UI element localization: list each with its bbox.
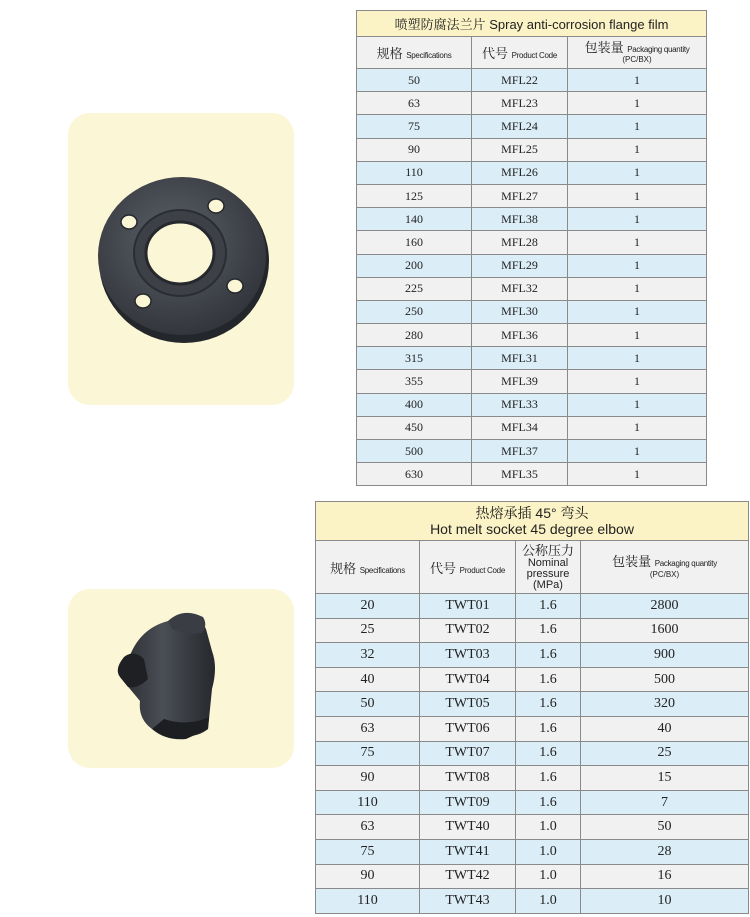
table-cell: 2800 (581, 594, 749, 619)
table-cell: 20 (316, 594, 420, 619)
table-cell: 1.6 (516, 643, 581, 668)
table-cell: 1.0 (516, 839, 581, 864)
table-cell: TWT04 (420, 667, 516, 692)
table-cell: 7 (581, 790, 749, 815)
col-pressure: 公称压力 Nominal pressure (MPa) (516, 541, 581, 594)
table-cell: 1.6 (516, 790, 581, 815)
table-cell: MFL33 (472, 393, 568, 416)
table-cell: MFL39 (472, 370, 568, 393)
table-cell: MFL23 (472, 92, 568, 115)
table-row (316, 667, 749, 692)
table-cell: 160 (357, 231, 472, 254)
table-row (357, 463, 707, 486)
table-cell: 1.6 (516, 692, 581, 717)
table-cell: 10 (581, 889, 749, 914)
table-row (316, 741, 749, 766)
table-cell: 1 (568, 184, 707, 207)
table-cell: TWT43 (420, 889, 516, 914)
table-cell: 1 (568, 115, 707, 138)
table-row (357, 416, 707, 439)
table-cell: 1 (568, 161, 707, 184)
table-cell: 90 (357, 138, 472, 161)
table-cell: MFL35 (472, 463, 568, 486)
table-row (316, 618, 749, 643)
table-cell: MFL37 (472, 440, 568, 463)
table-cell: 250 (357, 300, 472, 323)
table-cell: 1 (568, 416, 707, 439)
table-cell: TWT01 (420, 594, 516, 619)
table-cell: 280 (357, 324, 472, 347)
table-row (316, 692, 749, 717)
table-cell: 1 (568, 370, 707, 393)
table-cell: 15 (581, 766, 749, 791)
table-cell: 500 (581, 667, 749, 692)
table-cell: 140 (357, 208, 472, 231)
table-cell: 1.6 (516, 766, 581, 791)
table-cell: 1 (568, 254, 707, 277)
table-cell: TWT08 (420, 766, 516, 791)
table-cell: MFL27 (472, 184, 568, 207)
table-row (357, 161, 707, 184)
flange-disc-icon (68, 113, 294, 405)
table-row (357, 370, 707, 393)
table-cell: 1 (568, 463, 707, 486)
table-row (316, 790, 749, 815)
table-cell: MFL30 (472, 300, 568, 323)
table-row (357, 69, 707, 92)
table-row (316, 839, 749, 864)
table-cell: 50 (581, 815, 749, 840)
table-cell: 900 (581, 643, 749, 668)
table-row (357, 208, 707, 231)
table-cell: MFL28 (472, 231, 568, 254)
col-code: 代号 Product Code (472, 37, 568, 69)
table-cell: 1.0 (516, 864, 581, 889)
table-row (316, 766, 749, 791)
flange-photo-card (68, 113, 294, 405)
table-cell: 1 (568, 347, 707, 370)
table-cell: TWT09 (420, 790, 516, 815)
table-cell: 450 (357, 416, 472, 439)
table-row (357, 300, 707, 323)
table-cell: 630 (357, 463, 472, 486)
table-cell: 50 (316, 692, 420, 717)
flange-table-title: 喷塑防腐法兰片 Spray anti-corrosion flange film (357, 11, 707, 37)
elbow-spec-table (315, 501, 749, 914)
table-cell: MFL31 (472, 347, 568, 370)
table-cell: TWT02 (420, 618, 516, 643)
table-cell: 110 (316, 790, 420, 815)
table-row (357, 254, 707, 277)
table-cell: 1.0 (516, 889, 581, 914)
table-cell: MFL22 (472, 69, 568, 92)
table-cell: 1 (568, 138, 707, 161)
table-cell: 50 (357, 69, 472, 92)
table-cell: 200 (357, 254, 472, 277)
table-cell: 16 (581, 864, 749, 889)
col-spec: 规格 Specifications (316, 541, 420, 594)
table-cell: MFL26 (472, 161, 568, 184)
table-row (357, 231, 707, 254)
table-cell: MFL34 (472, 416, 568, 439)
table-row (357, 324, 707, 347)
table-cell: 355 (357, 370, 472, 393)
table-row (357, 277, 707, 300)
table-cell: 75 (316, 839, 420, 864)
table-row (316, 889, 749, 914)
table-cell: 1.6 (516, 741, 581, 766)
table-cell: TWT42 (420, 864, 516, 889)
table-cell: 320 (581, 692, 749, 717)
table-cell: 1 (568, 208, 707, 231)
table-cell: 400 (357, 393, 472, 416)
table-cell: TWT03 (420, 643, 516, 668)
table-cell: TWT06 (420, 716, 516, 741)
table-cell: 1 (568, 92, 707, 115)
table-cell: MFL24 (472, 115, 568, 138)
table-cell: 1.6 (516, 618, 581, 643)
table-row (316, 716, 749, 741)
table-row (357, 440, 707, 463)
table-row (357, 138, 707, 161)
table-cell: 1 (568, 231, 707, 254)
table-cell: MFL36 (472, 324, 568, 347)
table-cell: 40 (581, 716, 749, 741)
col-qty: 包装量 Packaging quantity (PC/BX) (568, 37, 707, 69)
table-cell: 1.6 (516, 667, 581, 692)
elbow-45-icon (68, 589, 294, 768)
table-cell: 225 (357, 277, 472, 300)
col-spec: 规格 Specifications (357, 37, 472, 69)
table-cell: 1 (568, 300, 707, 323)
table-cell: 1 (568, 440, 707, 463)
table-cell: 1 (568, 277, 707, 300)
table-cell: 28 (581, 839, 749, 864)
table-cell: 315 (357, 347, 472, 370)
table-cell: 63 (316, 716, 420, 741)
table-cell: TWT41 (420, 839, 516, 864)
table-cell: 75 (316, 741, 420, 766)
table-cell: 32 (316, 643, 420, 668)
table-row (357, 347, 707, 370)
flange-spec-table (356, 10, 707, 486)
table-cell: 1 (568, 324, 707, 347)
table-row (357, 115, 707, 138)
table-row (357, 184, 707, 207)
table-cell: TWT40 (420, 815, 516, 840)
col-code: 代号 Product Code (420, 541, 516, 594)
table-cell: MFL25 (472, 138, 568, 161)
table-row (357, 92, 707, 115)
table-cell: 1.6 (516, 594, 581, 619)
elbow-photo-card (68, 589, 294, 768)
table-cell: MFL29 (472, 254, 568, 277)
table-cell: 90 (316, 766, 420, 791)
table-cell: 25 (316, 618, 420, 643)
table-cell: 1.0 (516, 815, 581, 840)
table-cell: 110 (357, 161, 472, 184)
table-cell: MFL38 (472, 208, 568, 231)
table-cell: 90 (316, 864, 420, 889)
col-qty: 包装量 Packaging quantity (PC/BX) (581, 541, 749, 594)
table-cell: TWT07 (420, 741, 516, 766)
table-cell: 1 (568, 393, 707, 416)
table-cell: 63 (316, 815, 420, 840)
elbow-table-title: 热熔承插 45° 弯头 Hot melt socket 45 degree elbow (316, 502, 749, 541)
table-cell: 75 (357, 115, 472, 138)
table-cell: 125 (357, 184, 472, 207)
table-row (316, 815, 749, 840)
table-cell: TWT05 (420, 692, 516, 717)
table-cell: 1600 (581, 618, 749, 643)
table-row (357, 393, 707, 416)
table-cell: 1.6 (516, 716, 581, 741)
table-cell: 500 (357, 440, 472, 463)
table-cell: 110 (316, 889, 420, 914)
table-cell: MFL32 (472, 277, 568, 300)
table-cell: 63 (357, 92, 472, 115)
table-cell: 1 (568, 69, 707, 92)
table-cell: 25 (581, 741, 749, 766)
table-row (316, 864, 749, 889)
table-cell: 40 (316, 667, 420, 692)
table-row (316, 643, 749, 668)
table-row (316, 594, 749, 619)
